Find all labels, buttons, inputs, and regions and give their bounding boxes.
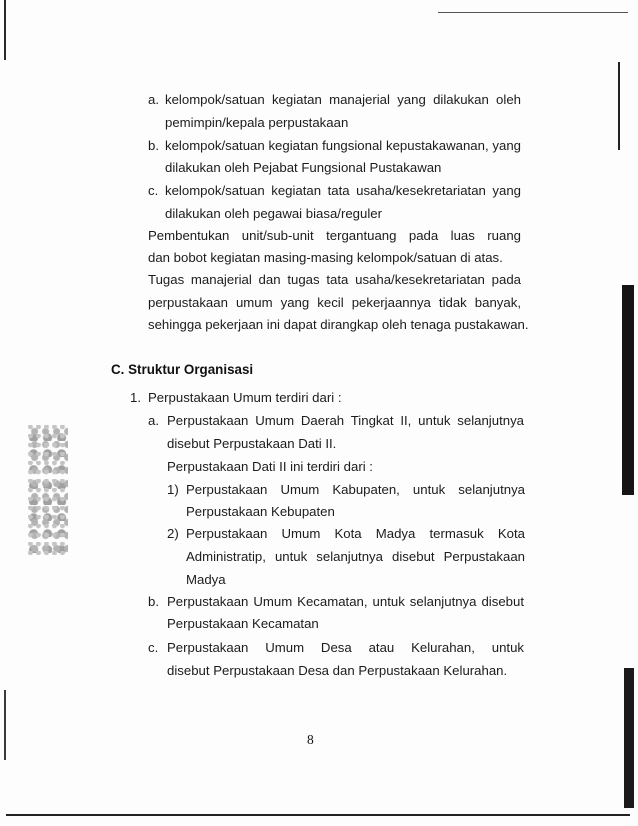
list-label-b: b. <box>148 138 159 153</box>
item-1c-label: c. <box>148 640 159 655</box>
list-c-line-2: dilakukan oleh pegawai biasa/reguler <box>165 206 383 221</box>
item-1b-line-2: Perpustakaan Kecamatan <box>167 616 319 631</box>
list-b-line-2: dilakukan oleh Pejabat Fungsional Pustakawan <box>165 160 442 175</box>
list-a-line-1: kelompok/satuan kegiatan manajerial yang dilakukan oleh <box>165 92 521 107</box>
item-1c-line-1: Perpustakaan Umum Desa atau Kelurahan, untuk <box>167 640 524 655</box>
scan-noise-left <box>28 425 68 555</box>
list-c-line-1: kelompok/satuan kegiatan tata usaha/kesekretariatan yang <box>165 183 521 198</box>
list-label-a: a. <box>148 92 159 107</box>
list-b-line-1: kelompok/satuan kegiatan fungsional kepustakawanan, yang <box>165 138 521 153</box>
paragraph-2-line-2: perpustakaan umum yang kecil pekerjaannya tidak banyak, <box>148 295 521 310</box>
sub-2-label: 2) <box>167 526 179 541</box>
item-1b-line-1: Perpustakaan Umum Kecamatan, untuk selanjutnya disebut <box>167 594 524 609</box>
scan-edge-top-left <box>4 0 6 60</box>
item-1b-label: b. <box>148 594 159 609</box>
paragraph-1-line-2: dan bobot kegiatan masing-masing kelompok/satuan di atas. <box>148 250 503 265</box>
item-1-label: 1. <box>130 390 141 405</box>
sub-2-line-3: Madya <box>186 572 226 587</box>
item-1a-label: a. <box>148 413 159 428</box>
sub-2-line-2: Administratip, untuk selanjutnya disebut Perpustakaan <box>186 549 525 564</box>
paragraph-1-line-1: Pembentukan unit/sub-unit tergantuang pada luas ruang <box>148 228 521 243</box>
scan-line-top <box>438 12 628 13</box>
scan-shadow-right-bottom <box>624 668 634 808</box>
item-1a-line-1: Perpustakaan Umum Daerah Tingkat II, untuk selanjutnya <box>167 413 524 428</box>
sub-1-line-1: Perpustakaan Umum Kabupaten, untuk selanjutnya <box>186 482 525 497</box>
paragraph-2-line-1: Tugas manajerial dan tugas tata usaha/kesekretariatan pada <box>148 272 521 287</box>
item-1a-line-3: Perpustakaan Dati II ini terdiri dari : <box>167 459 373 474</box>
list-a-line-2: pemimpin/kepala perpustakaan <box>165 115 349 130</box>
sub-1-label: 1) <box>167 482 179 497</box>
list-label-c: c. <box>148 183 159 198</box>
scan-edge-bottom-left <box>4 690 6 760</box>
scan-shadow-right <box>622 285 634 495</box>
sub-2-line-1: Perpustakaan Umum Kota Madya termasuk Kota <box>186 526 525 541</box>
item-1a-line-2: disebut Perpustakaan Dati II. <box>167 436 337 451</box>
item-1-text: Perpustakaan Umum terdiri dari : <box>148 390 342 405</box>
scan-line-bottom <box>6 814 630 816</box>
scan-mark-right-top <box>618 62 620 150</box>
item-1c-line-2: disebut Perpustakaan Desa dan Perpustakaan Kelurahan. <box>167 663 508 678</box>
page-number: 8 <box>307 732 314 747</box>
sub-1-line-2: Perpustakaan Kebupaten <box>186 504 335 519</box>
section-heading: C. Struktur Organisasi <box>111 362 254 377</box>
paragraph-2-line-3: sehingga pekerjaan ini dapat dirangkap oleh tenaga pustakawan. <box>148 317 529 332</box>
